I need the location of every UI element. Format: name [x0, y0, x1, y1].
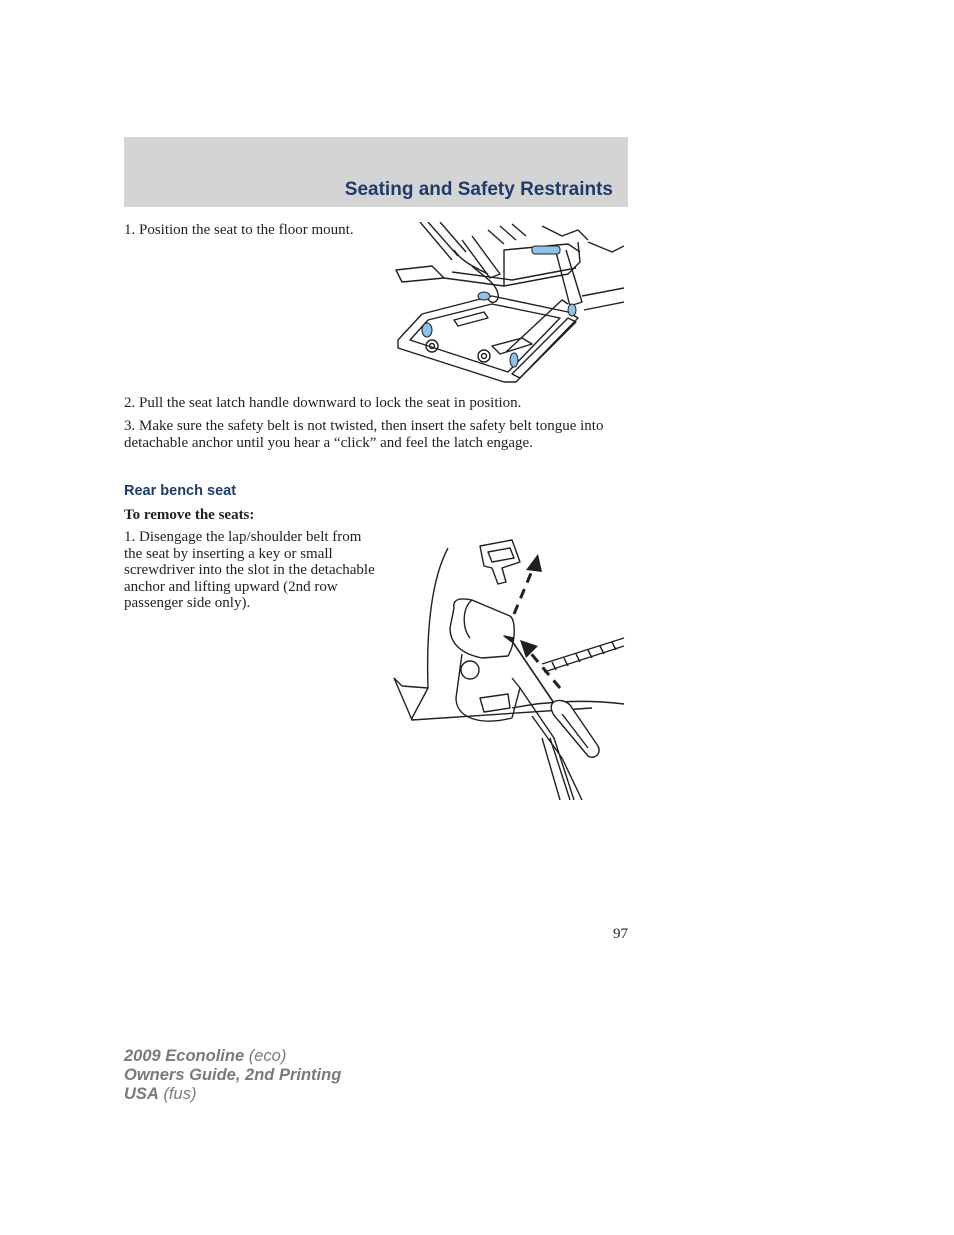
page-number: 97	[613, 926, 628, 942]
detachable-anchor-illustration	[392, 538, 626, 800]
section-title: Seating and Safety Restraints	[344, 179, 613, 200]
floor-mount-illustration	[392, 222, 624, 384]
step-1-position-seat: 1. Position the seat to the floor mount.	[124, 222, 354, 238]
step-2-pull-latch: 2. Pull the seat latch handle downward to lock the seat in position.	[124, 395, 522, 411]
remove-seats-label: To remove the seats:	[124, 507, 255, 523]
footer-market: USA	[124, 1085, 159, 1103]
step-3-safety-belt: 3. Make sure the safety belt is not twisted, then insert the safety belt tongue into detachable anchor until you hear a “click” and feel the latch engage.	[124, 418, 604, 451]
rear-bench-seat-heading: Rear bench seat	[124, 483, 237, 499]
footer-market-code: (fus)	[163, 1085, 197, 1103]
step-1-disengage-belt: 1. Disengage the lap/shoulder belt from the seat by inserting a key or small screwdriver into the slot in the detachable anchor and lifting upward (2nd row passenger side only).	[124, 529, 375, 611]
section-header-band	[124, 137, 628, 207]
document-footer	[124, 1047, 341, 1104]
footer-model: 2009 Econoline	[124, 1047, 245, 1065]
footer-model-code: (eco)	[248, 1047, 287, 1065]
footer-guide-edition: Owners Guide, 2nd Printing	[124, 1066, 342, 1084]
